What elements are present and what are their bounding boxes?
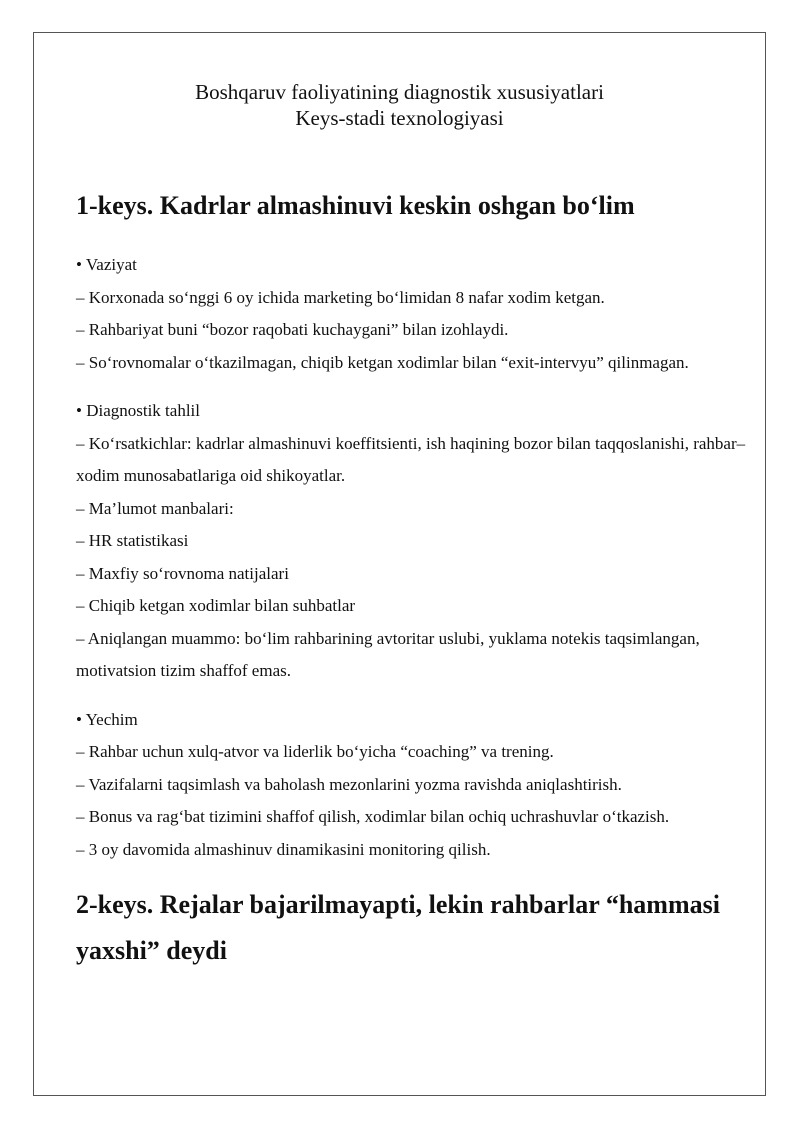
case-1-title: 1-keys. Kadrlar almashinuvi keskin oshgan bo‘lim: [76, 191, 635, 220]
case-1-analysis: [76, 395, 756, 688]
solution-line: – Vazifalarni taqsimlash va baholash mezonlarini yozma ravishda aniqlashtirish.: [76, 774, 622, 794]
solution-heading: • Yechim: [76, 709, 138, 729]
document-title: [34, 79, 765, 131]
analysis-line: – HR statistikasi: [76, 531, 189, 550]
document-body: [76, 183, 756, 974]
case-2-title: 2-keys. Rejalar bajarilmayapti, lekin rahbarlar “hammasi yaxshi” deydi: [76, 890, 720, 965]
title-line-1: Boshqaruv faoliyatining diagnostik xususiyatlari: [195, 80, 604, 104]
analysis-line: – Chiqib ketgan xodimlar bilan suhbatlar: [76, 596, 356, 615]
case-1-situation: [76, 249, 756, 379]
situation-line: – Korxonada so‘nggi 6 oy ichida marketing bo‘limidan 8 nafar xodim ketgan.: [76, 287, 605, 307]
solution-line: – Rahbar uchun xulq-atvor va liderlik bo‘yicha “coaching” va trening.: [76, 742, 554, 761]
title-line-2: Keys-stadi texnologiyasi: [295, 106, 504, 130]
situation-line: – So‘rovnomalar o‘tkazilmagan, chiqib ketgan xodimlar bilan “exit-intervyu” qilinmagan.: [76, 352, 689, 372]
analysis-line: – Ko‘rsatkichlar: kadrlar almashinuvi koeffitsienti, ish haqining bozor bilan taqqoslanishi, rahbar–xodim munosabatlariga oid shikoyatlar.: [76, 433, 746, 485]
analysis-line: – Aniqlangan muammo: bo‘lim rahbarining avtoritar uslubi, yuklama notekis taqsimlangan, motivatsion tizim shaffof emas.: [76, 628, 700, 680]
situation-line: – Rahbariyat buni “bozor raqobati kuchaygani” bilan izohlaydi.: [76, 320, 509, 339]
solution-line: – 3 oy davomida almashinuv dinamikasini monitoring qilish.: [76, 839, 491, 859]
analysis-line: – Ma’lumot manbalari:: [76, 498, 234, 518]
situation-heading: • Vaziyat: [76, 255, 137, 274]
case-1-solution: [76, 704, 756, 867]
document-page: [33, 32, 766, 1096]
solution-line: – Bonus va rag‘bat tizimini shaffof qilish, xodimlar bilan ochiq uchrashuvlar o‘tkazish.: [76, 807, 670, 826]
analysis-heading: • Diagnostik tahlil: [76, 401, 200, 420]
analysis-line: – Maxfiy so‘rovnoma natijalari: [76, 563, 289, 583]
